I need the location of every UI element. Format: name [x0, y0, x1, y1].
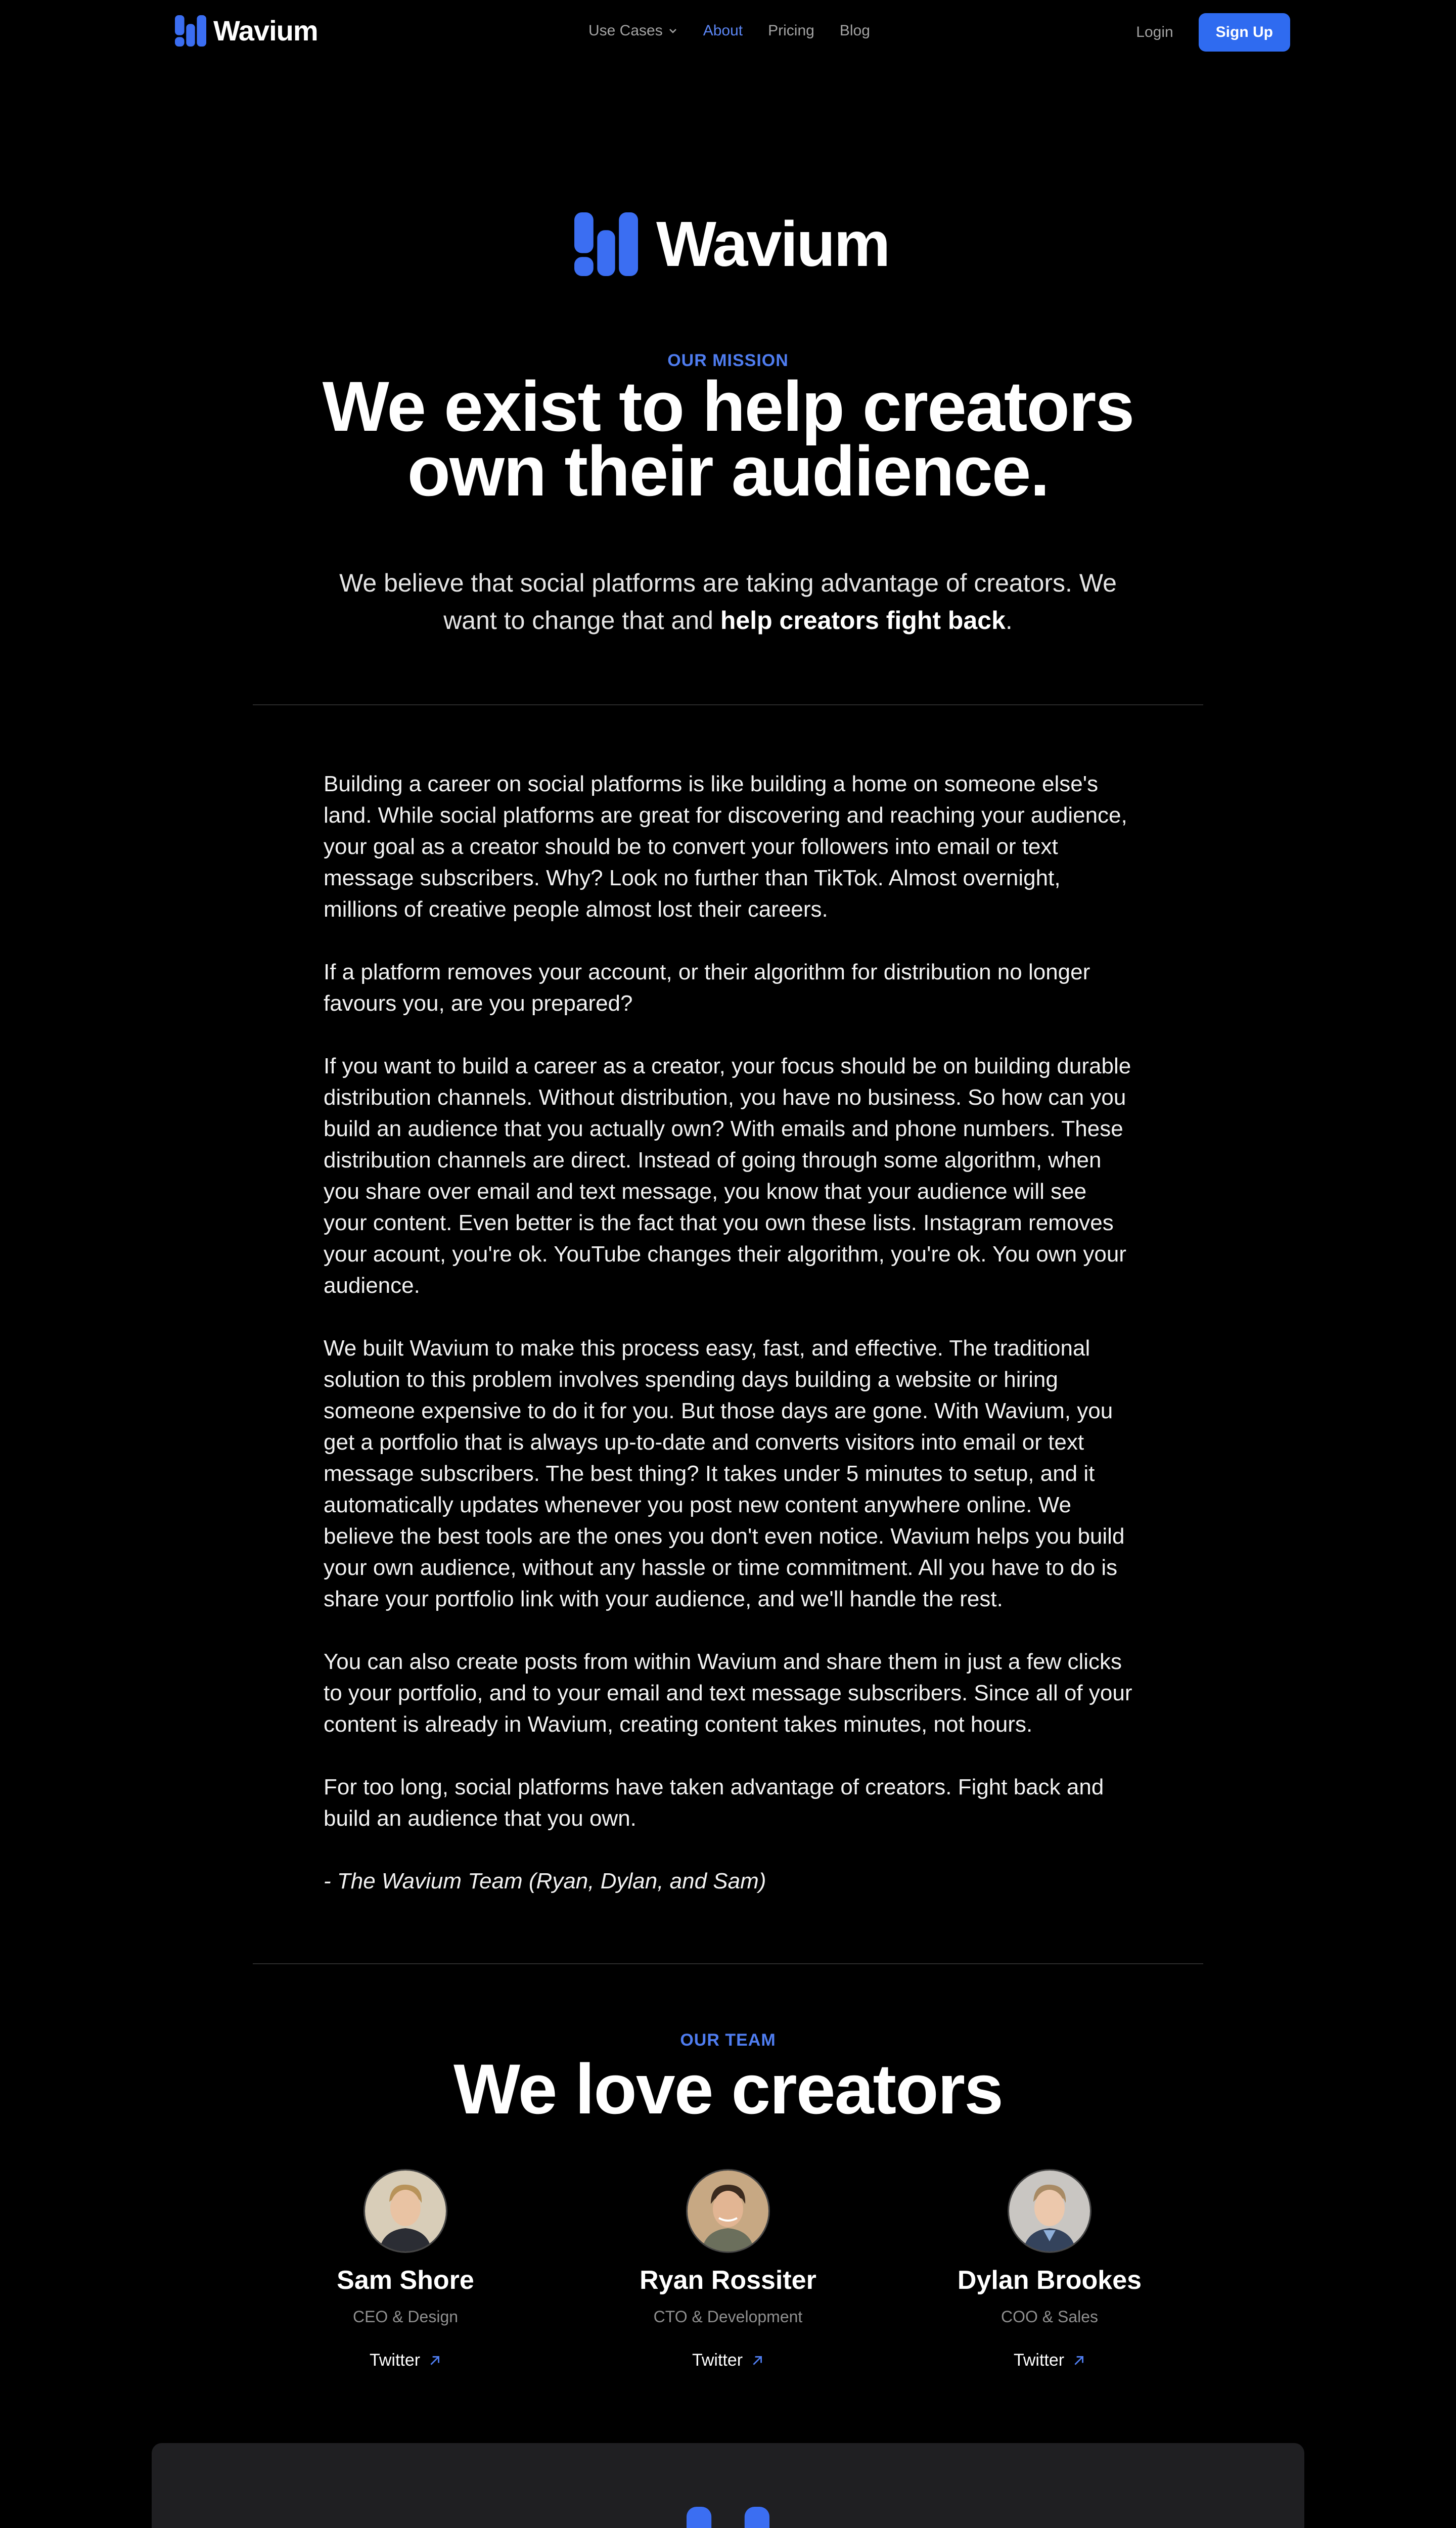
twitter-link-label: Twitter — [1013, 2351, 1065, 2370]
wavium-logo-icon — [574, 212, 638, 276]
page-title — [222, 367, 1234, 511]
twitter-link-label: Twitter — [369, 2351, 421, 2370]
team-member-role: CTO & Development — [653, 2308, 803, 2326]
team-member-role: CEO & Design — [352, 2308, 459, 2326]
team-member-role: COO & Sales — [1000, 2308, 1099, 2326]
mission-eyebrow: OUR MISSION — [667, 351, 789, 370]
nav-brand-name: Wavium — [213, 15, 318, 47]
team-title: We love creators — [453, 2049, 1003, 2129]
page-title-line2: own their audience. — [407, 431, 1049, 511]
article-paragraph: We built Wavium to make this process easy, fast, and effective. The traditional solution to this problem involves spending days building a website or hiring someone expensive to do it for you. But those days are gone. With Wavium, you get a portfolio that is always up-to-date and converts visitors into email or text message subscribers. The best thing? It takes under 5 minutes to setup, and it automatically updates whenever you post new content anywhere online. We believe the best tools are the ones you don't even notice. Wavium helps you build your own audience, without any hassle or time commitment. All you have to do is share your portfolio link with your audience, and we'll handle the rest. — [324, 1336, 1125, 1611]
hero-subtitle-prefix: want to change that and — [443, 606, 720, 635]
twitter-link-label: Twitter — [692, 2351, 743, 2370]
article-paragraph: If a platform removes your account, or their algorithm for distribution no longer favours you, are you prepared? — [324, 960, 1090, 1016]
nav-link-about[interactable]: About — [703, 22, 743, 39]
hero-logo — [574, 207, 889, 281]
external-arrow-icon — [428, 2354, 441, 2367]
hero-subtitle-line1: We believe that social platforms are taking advantage of creators. We — [339, 569, 1117, 597]
page-title-line1: We exist to help creators — [322, 367, 1134, 446]
article-paragraph: For too long, social platforms have taken advantage of creators. Fight back and build an audience that you own. — [324, 1775, 1104, 1831]
avatar — [1008, 2169, 1091, 2253]
hero-subtitle — [324, 564, 1132, 639]
team-member-card — [576, 2169, 880, 2370]
avatar — [686, 2169, 770, 2253]
external-arrow-icon — [1072, 2354, 1085, 2367]
nav-link-use-cases[interactable] — [588, 22, 678, 39]
twitter-link[interactable] — [254, 2351, 557, 2370]
external-arrow-icon — [751, 2354, 764, 2367]
avatar — [363, 2169, 447, 2253]
nav-actions — [1136, 13, 1290, 52]
article-signature: - The Wavium Team (Ryan, Dylan, and Sam) — [324, 1869, 766, 1893]
article-paragraph: If you want to build a career as a creator, your focus should be on building durable distribution channels. Without distribution, you have no business. So how can you build an audience that you actually own? With emails and phone numbers. These distribution channels are direct. Instead of going through some algorithm, when you share over email and text message, you know that your audience will see your content. Even better is the fact that you own these lists. Instagram removes your acount, you're ok. YouTube changes their algorithm, you're ok. You own your audience. — [324, 1054, 1131, 1298]
team-member-name: Sam Shore — [337, 2266, 474, 2295]
divider — [253, 1963, 1203, 1964]
wavium-logo-icon — [175, 15, 206, 47]
nav-links — [588, 22, 870, 39]
hero-subtitle-bold: help creators fight back — [720, 606, 1006, 635]
chevron-down-icon — [668, 26, 678, 36]
twitter-link[interactable] — [576, 2351, 880, 2370]
team-member-card — [254, 2169, 557, 2370]
get-started-card — [152, 2443, 1304, 2528]
login-link[interactable]: Login — [1136, 24, 1173, 40]
mission-article — [324, 769, 1132, 1928]
nav-logo[interactable] — [175, 14, 318, 47]
nav-link-use-cases-label: Use Cases — [588, 22, 663, 39]
article-paragraph: Building a career on social platforms is like building a home on someone else's land. While social platforms are great for discovering and reaching your audience, your goal as a creator should be to convert your followers into email or text message subscribers. Why? Look no further than TikTok. Almost overnight, millions of creative people almost lost their careers. — [324, 772, 1127, 922]
hero-subtitle-suffix: . — [1005, 606, 1013, 635]
twitter-link[interactable] — [898, 2351, 1201, 2370]
divider — [253, 704, 1203, 705]
team-eyebrow: OUR TEAM — [680, 2030, 776, 2050]
wavium-logo-icon — [684, 2507, 772, 2528]
team-member-name: Dylan Brookes — [957, 2266, 1142, 2295]
hero-brand-name: Wavium — [656, 208, 889, 280]
article-paragraph: You can also create posts from within Wavium and share them in just a few clicks to your portfolio, and to your email and text message subscribers. Since all of your content is already in Wavium, creating content takes minutes, not hours. — [324, 1649, 1132, 1737]
team-member-card — [898, 2169, 1201, 2370]
nav-link-pricing[interactable]: Pricing — [768, 22, 814, 39]
team-member-name: Ryan Rossiter — [640, 2266, 816, 2295]
nav-link-blog[interactable]: Blog — [839, 22, 870, 39]
top-navbar — [0, 0, 1456, 65]
signup-button[interactable]: Sign Up — [1199, 13, 1290, 52]
